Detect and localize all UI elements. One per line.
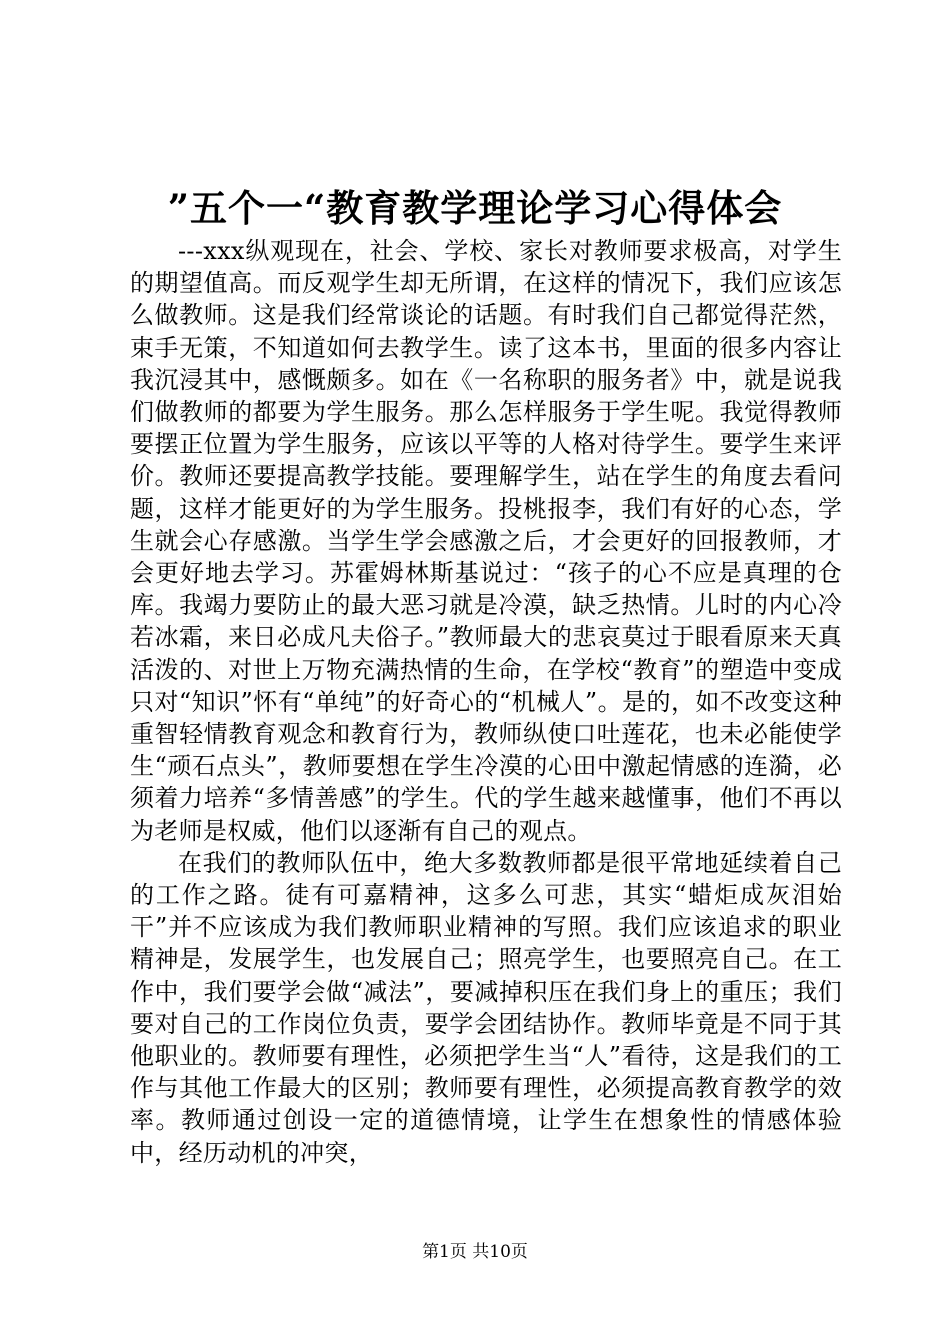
document-title: ”五个一“教育教学理论学习心得体会 [167, 186, 783, 230]
document-body [130, 235, 842, 1169]
paragraph-1: ---xxx纵观现在，社会、学校、家长对教师要求极高，对学生的期望值高。而反观学生却无所谓，在这样的情况下，我们应该怎么做教师。这是我们经常谈论的话题。有时我们自己都觉得茫然，束手无策，不知道如何去教学生。读了这本书，里面的很多内容让我沉浸其中，感慨颇多。如在《一名称职的服务者》中，就是说我们做教师的都要为学生服务。那么怎样服务于学生呢。我觉得教师要摆正位置为学生服务，应该以平等的人格对待学生。要学生来评价。教师还要提高教学技能。要理解学生，站在学生的角度去看问题，这样才能更好的为学生服务。投桃报李，我们有好的心态，学生就会心存感激。当学生学会感激之后，才会更好的回报教师，才会更好地去学习。苏霍姆林斯基说过：“孩子的心不应是真理的仓库。我竭力要防止的最大恶习就是冷漠，缺乏热情。儿时的内心冷若冰霜，来日必成凡夫俗子。”教师最大的悲哀莫过于眼看原来天真活泼的、对世上万物充满热情的生命，在学校“教育”的塑造中变成只对“知识”怀有“单纯”的好奇心的“机械人”。是的，如不改变这种重智轻情教育观念和教育行为，教师纵使口吐莲花，也未必能使学生“顽石点头”，教师要想在学生冷漠的心田中激起情感的连漪，必须着力培养“多情善感”的学生。代的学生越来越懂事，他们不再以为老师是权威，他们以逐渐有自己的观点。 [130, 237, 842, 845]
paragraph-2: 在我们的教师队伍中，绝大多数教师都是很平常地延续着自己的工作之路。徒有可嘉精神，这多么可悲，其实“蜡炬成灰泪始干”并不应该成为我们教师职业精神的写照。我们应该追求的职业精神是，发展学生，也发展自己；照亮学生，也要照亮自己。在工作中，我们要学会做“减法”，要减掉积压在我们身上的重压；我们要对自己的工作岗位负责，要学会团结协作。教师毕竟是不同于其他职业的。教师要有理性，必须把学生当“人”看待，这是我们的工作与其他工作最大的区别；教师要有理性，必须提高教育教学的效率。教师通过创设一定的道德情境，让学生在想象性的情感体验中，经历动机的冲突， [130, 848, 842, 1167]
page-footer: 第1页 共10页 [422, 1242, 528, 1262]
